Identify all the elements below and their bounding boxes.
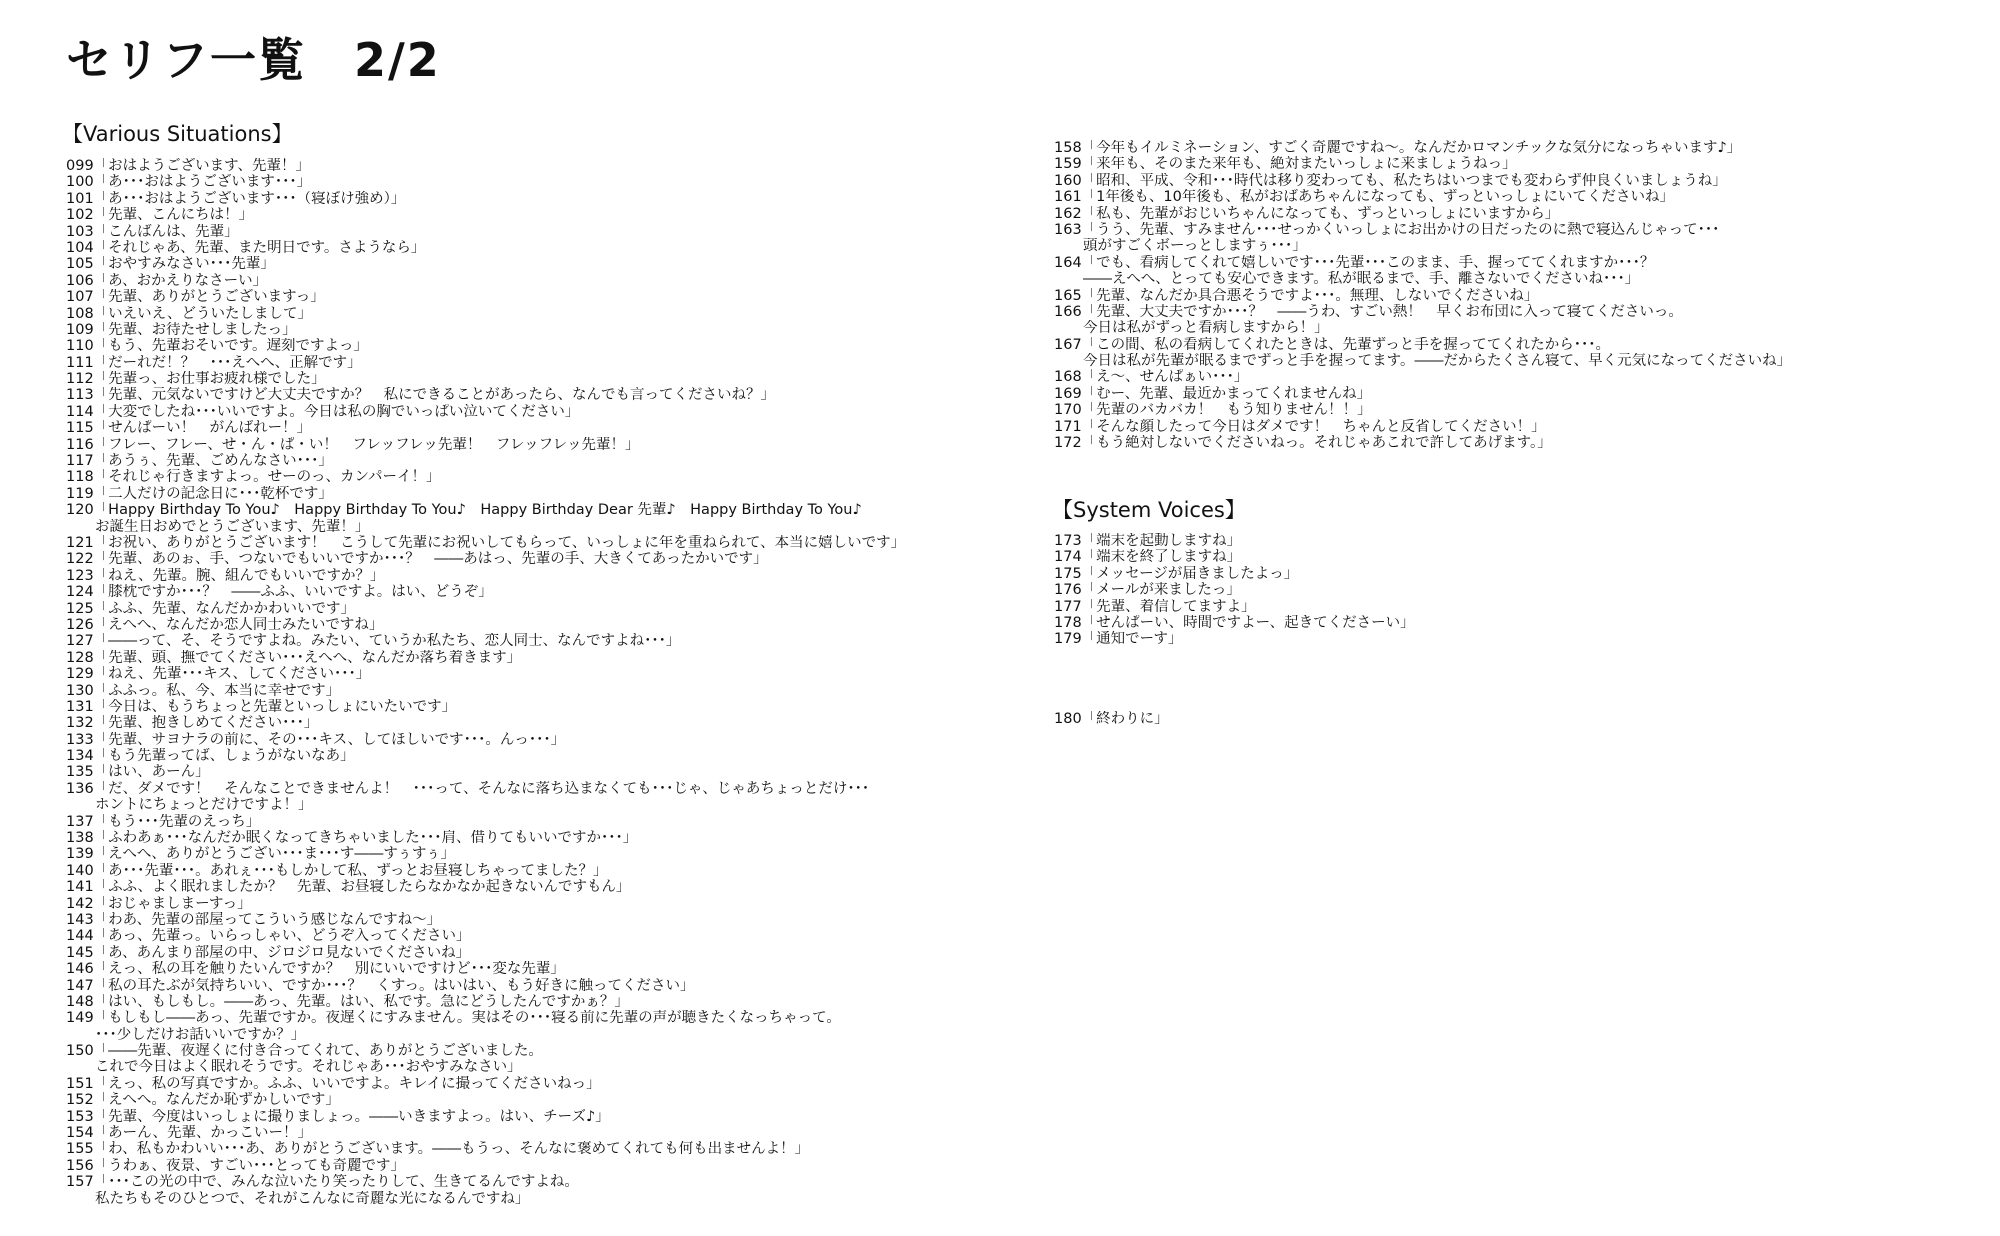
script-line: 136「だ、ダメです！ そんなことできませんよ！ ･･･って、そんなに落ち込まなくても･･･じゃ、じゃあちょっとだけ･･･ bbox=[66, 780, 870, 797]
script-line: 151「えっ、私の写真ですか。ふふ、いいですよ。キレイに撮ってくださいねっ」 bbox=[66, 1075, 601, 1092]
script-line: 130「ふふっ。私、今、本当に幸せです」 bbox=[66, 682, 341, 699]
script-line: これで今日はよく眠れそうです。それじゃあ･･･おやすみなさい」 bbox=[66, 1059, 522, 1076]
script-line: 122「先輩、あのぉ、手、つないでもいいですか･･･？ ――あはっ、先輩の手、大きくてあったかいです」 bbox=[66, 551, 768, 568]
script-line: 私たちもそのひとつで、それがこんなに奇麗な光になるんですね」 bbox=[66, 1190, 530, 1207]
script-line: 158「今年もイルミネーション、すごく奇麗ですね～。なんだかロマンチックな気分になっちゃいます♪」 bbox=[1054, 140, 1742, 156]
script-line: 157「･･･この光の中で、みんな泣いたり笑ったりして、生きてるんですよね。 bbox=[66, 1174, 579, 1191]
script-line: 161「1年後も、10年後も、私がおばあちゃんになっても、ずっといっしょにいてくださいね」 bbox=[1054, 189, 1674, 206]
section-heading-system-voices: 【System Voices】 bbox=[1052, 498, 1246, 522]
script-line: 138「ふわあぁ･･･なんだか眠くなってきちゃいました･･･肩、借りてもいいですか･･･」 bbox=[66, 830, 638, 847]
script-line: 160「昭和、平成、令和･･･時代は移り変わっても、私たちはいつまでも変わらず仲良くいましょうね」 bbox=[1054, 172, 1727, 189]
script-line: 123「ねえ、先輩。腕、組んでもいいですか？」 bbox=[66, 567, 385, 584]
script-line: 110「もう、先輩おそいです。遅刻ですよっ」 bbox=[66, 338, 369, 355]
script-line: 174「端末を終了しますね」 bbox=[1054, 549, 1242, 566]
script-line: 114「大変でしたね･･･いいですよ。今日は私の胸でいっぱい泣いてください」 bbox=[66, 403, 580, 420]
script-line: 112「先輩っ、お仕事お疲れ様でした」 bbox=[66, 371, 326, 388]
script-line: 150「――先輩、夜遅くに付き合ってくれて、ありがとうございました。 bbox=[66, 1043, 543, 1060]
script-line: 135「はい、あーん」 bbox=[66, 764, 210, 781]
line-list-various-situations-continued bbox=[1054, 140, 1791, 451]
script-line: 125「ふふ、先輩、なんだかかわいいです」 bbox=[66, 600, 355, 617]
script-line: 140「あ･･･先輩･･･。あれぇ･･･もしかして私、ずっとお昼寝しちゃってました？」 bbox=[66, 862, 608, 879]
script-line: 142「おじゃましまーすっ」 bbox=[66, 895, 252, 912]
script-line: 129「ねえ、先輩･･･キス、してください･･･」 bbox=[66, 666, 371, 683]
script-line: 177「先輩、着信してますよ」 bbox=[1054, 598, 1256, 615]
script-line: 176「メールが来ましたっ」 bbox=[1054, 582, 1241, 599]
script-line: 113「先輩、元気ないですけど大丈夫ですか？ 私にできることがあったら、なんでも言ってくださいね？」 bbox=[66, 387, 776, 404]
script-line: 154「あーん、先輩、かっこいー！」 bbox=[66, 1125, 313, 1142]
script-line: 121「お祝い、ありがとうございます！ こうして先輩にお祝いしてもらって、いっしょに年を重ねられて、本当に嬉しいです」 bbox=[66, 534, 906, 551]
script-line: 167「この間、私の看病してくれたときは、先輩ずっと手を握っててくれたから･･･。 bbox=[1054, 336, 1611, 353]
script-line: 168「え～、せんぱぁい･･･」 bbox=[1054, 369, 1249, 386]
script-line: 100「あ･･･おはようございます･･･」 bbox=[66, 174, 312, 191]
script-line: 169「むー、先輩、最近かまってくれませんね」 bbox=[1054, 385, 1372, 402]
line-list-closing bbox=[1054, 711, 1169, 727]
line-list-system-voices bbox=[1054, 533, 1415, 648]
script-line: 124「膝枕ですか･･･？ ――ふふ、いいですよ。はい、どうぞ」 bbox=[66, 584, 493, 601]
script-line: 180「終わりに」 bbox=[1054, 711, 1169, 727]
script-line: 149「もしもし――あっ、先輩ですか。夜遅くにすみません。実はその･･･寝る前に先輩の声が聴きたくなっちゃって。 bbox=[66, 1010, 841, 1027]
script-line: 152「えへへ。なんだか恥ずかしいです」 bbox=[66, 1092, 340, 1109]
script-line: 120「Happy Birthday To You♪ Happy Birthday To You♪ Happy Birthday Dear 先輩♪ Happy Birthday To You♪ bbox=[66, 502, 862, 519]
script-line: 145「あ、あんまり部屋の中、ジロジロ見ないでくださいね」 bbox=[66, 944, 471, 961]
script-line: 128「先輩、頭、撫でてください･･･えへへ、なんだか落ち着きます」 bbox=[66, 649, 522, 666]
script-line: 115「せんぱーい！ がんばれー！」 bbox=[66, 420, 312, 437]
script-line: 153「先輩、今度はいっしょに撮りましょっ。――いきますよっ。はい、チーズ♪」 bbox=[66, 1108, 610, 1125]
script-line: 147「私の耳たぶが気持ちいい、ですか･･･？ くすっ。はいはい、もう好きに触ってください」 bbox=[66, 977, 695, 994]
script-line: 107「先輩、ありがとうございますっ」 bbox=[66, 289, 325, 306]
script-line: ホントにちょっとだけですよ！」 bbox=[66, 797, 313, 814]
script-line: 155「わ、私もかわいい･･･あ、ありがとうございます。――もうっ、そんなに褒めてくれても何も出ませんよ！」 bbox=[66, 1141, 810, 1158]
script-line: 159「来年も、そのまた来年も、絶対またいっしょに来ましょうねっ」 bbox=[1054, 156, 1517, 173]
script-line: 172「もう絶対しないでくださいねっ。それじゃあこれで許してあげます。」 bbox=[1054, 435, 1552, 452]
script-line: 134「もう先輩ってば、しょうがないなあ」 bbox=[66, 748, 355, 765]
script-line: 141「ふふ、よく眠れましたか？ 先輩、お昼寝したらなかなか起きないんですもん」 bbox=[66, 879, 631, 896]
script-line: 101「あ･･･おはようございます･･･（寝ぼけ強め）」 bbox=[66, 190, 406, 207]
script-line: お誕生日おめでとうございます、先輩！」 bbox=[66, 518, 370, 535]
script-line: 108「いえいえ、どういたしまして」 bbox=[66, 305, 313, 322]
script-line: 162「私も、先輩がおじいちゃんになっても、ずっといっしょにいますから」 bbox=[1054, 205, 1560, 222]
script-line: 165「先輩、なんだか具合悪そうですよ･･･。無理、しないでくださいね」 bbox=[1054, 287, 1539, 304]
script-line: 頭がすごくボーっとしますぅ･･･」 bbox=[1054, 238, 1307, 255]
script-line: 175「メッセージが届きましたよっ」 bbox=[1054, 565, 1299, 582]
script-line: 116「フレー、フレー、せ・ん・ぱ・い！ フレッフレッ先輩！ フレッフレッ先輩！」 bbox=[66, 436, 640, 453]
script-line: 156「うわぁ、夜景、すごい･･･とっても奇麗です」 bbox=[66, 1157, 405, 1174]
script-line: 170「先輩のバカバカ！ もう知りません！！」 bbox=[1054, 402, 1372, 419]
script-line: 148「はい、もしもし。――あっ、先輩。はい、私です。急にどうしたんですかぁ？」 bbox=[66, 993, 629, 1010]
script-line: 137「もう･･･先輩のえっち」 bbox=[66, 813, 261, 830]
script-line: 139「えへへ、ありがとうござい･･･ま･･･す――すぅすぅ」 bbox=[66, 846, 456, 863]
script-line: 104「それじゃあ、先輩、また明日です。さようなら」 bbox=[66, 239, 426, 256]
script-line: 117「あうぅ、先輩、ごめんなさい･･･」 bbox=[66, 453, 333, 470]
script-line: 143「わあ、先輩の部屋ってこういう感じなんですね～」 bbox=[66, 911, 442, 928]
script-line: 166「先輩、大丈夫ですか･･･？ ――うわ、すごい熱！ 早くお布団に入って寝てくださいっ。 bbox=[1054, 303, 1683, 320]
script-line: 119「二人だけの記念日に･･･乾杯です」 bbox=[66, 485, 333, 502]
script-line: 133「先輩、サヨナラの前に、その･･･キス、してほしいです･･･。んっ･･･」 bbox=[66, 731, 566, 748]
script-line: 144「あっ、先輩っ。いらっしゃい、どうぞ入ってください」 bbox=[66, 928, 471, 945]
script-line: 102「先輩、こんにちは！」 bbox=[66, 207, 254, 224]
script-line: 099「おはようございます、先輩！」 bbox=[66, 158, 311, 174]
script-line: 105「おやすみなさい･･･先輩」 bbox=[66, 256, 275, 273]
script-line: 今日は私がずっと看病しますから！」 bbox=[1054, 320, 1329, 337]
script-line: 146「えっ、私の耳を触りたいんですか？ 別にいいですけど･･･変な先輩」 bbox=[66, 961, 565, 978]
script-line: 171「そんな顔したって今日はダメです！ ちゃんと反省してください！」 bbox=[1054, 418, 1546, 435]
script-line: 163「うう、先輩、すみません･･･せっかくいっしょにお出かけの日だったのに熱で寝込んじゃって･･･ bbox=[1054, 221, 1720, 238]
line-list-various-situations bbox=[66, 158, 905, 1207]
script-line: 今日は私が先輩が眠るまでずっと手を握ってます。――だからたくさん寝て、早く元気になってくださいね」 bbox=[1054, 353, 1792, 370]
script-line: 178「せんぱーい、時間ですよー、起きてくださーい」 bbox=[1054, 614, 1415, 631]
script-line: ――えへへ、とっても安心できます。私が眠るまで、手、離さないでくださいね･･･」 bbox=[1054, 271, 1640, 288]
section-heading-various-situations: 【Various Situations】 bbox=[62, 122, 293, 146]
script-line: 164「でも、看病してくれて嬉しいです･･･先輩･･･このまま、手、握っててくれますか･･･？ bbox=[1054, 254, 1655, 271]
script-line: 126「えへへ、なんだか恋人同士みたいですね」 bbox=[66, 616, 384, 633]
script-line: 127「――って、そ、そうですよね。みたい、ていうか私たち、恋人同士、なんですよね･･･」 bbox=[66, 633, 681, 650]
script-line: 118「それじゃ行きますよっ。せーのっ、カンパーイ！」 bbox=[66, 469, 441, 486]
script-line: 173「端末を起動しますね」 bbox=[1054, 533, 1242, 549]
script-line: 179「通知でーす」 bbox=[1054, 631, 1183, 648]
script-line: 109「先輩、お待たせしましたっ」 bbox=[66, 321, 297, 338]
script-line: 106「あ、おかえりなさーい」 bbox=[66, 272, 268, 289]
script-line: 103「こんばんは、先輩」 bbox=[66, 223, 239, 240]
page-title: セリフ一覧 2/2 bbox=[66, 33, 441, 87]
script-line: ･･･少しだけお話いいですか？」 bbox=[66, 1026, 306, 1043]
script-line: 111「だーれだ！？ ･･･えへへ、正解です」 bbox=[66, 354, 362, 371]
script-line: 132「先輩、抱きしめてください･･･」 bbox=[66, 715, 319, 732]
script-line: 131「今日は、もうちょっと先輩といっしょにいたいです」 bbox=[66, 698, 457, 715]
